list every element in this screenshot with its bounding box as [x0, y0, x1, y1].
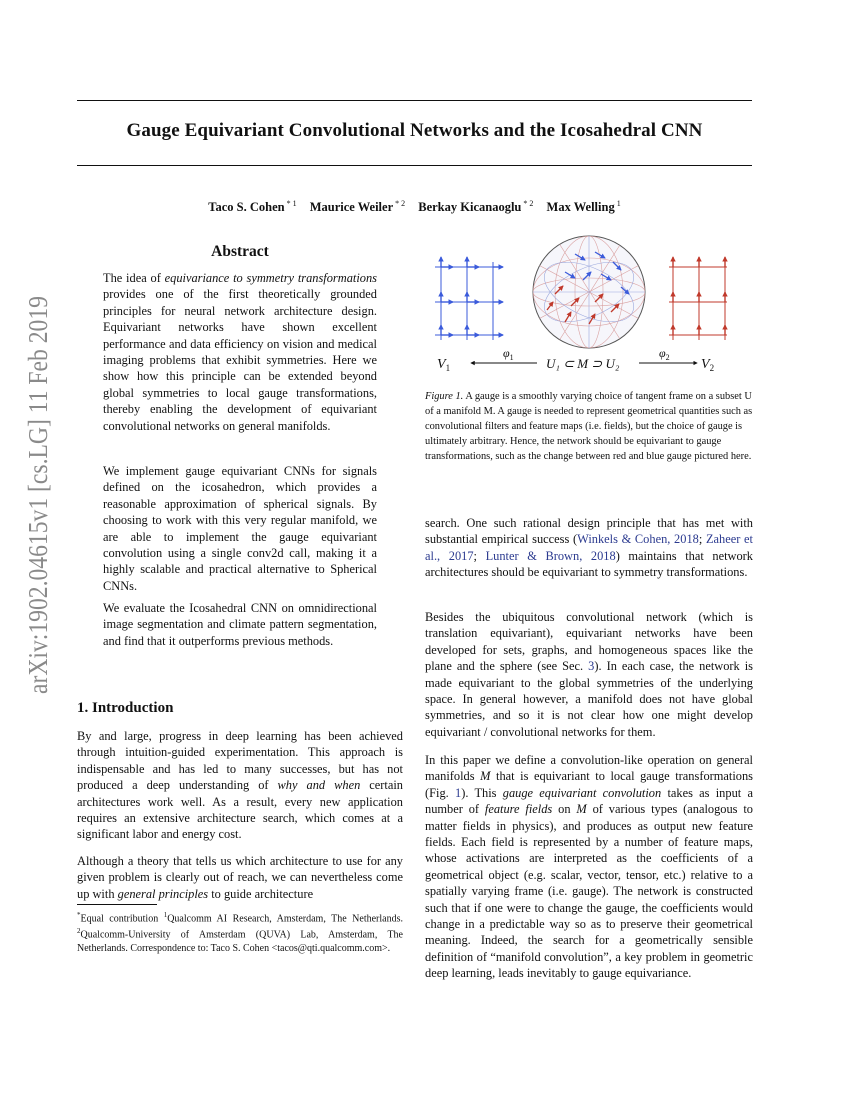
body-paragraph: Besides the ubiquitous convolutional network (which is translation equivariant), equivariant networks have been developed for sets, graphs, and homogeneous spaces like the plane and the sphere (see Sec. 3). In each case, the network is made equivariant to the global symmetries of the underlying space. In general however, a manifold does not have global symmetries, and so it is not clear how one might develop equivariant / convolutional networks for them. — [425, 610, 754, 739]
abstract-paragraph: We evaluate the Icosahedral CNN on omnidirectional image segmentation and climate pattern segmentation, and find that it outperforms previous methods. — [103, 601, 377, 648]
arxiv-identifier-text: arXiv:1902.04615v1 [cs.LG] 11 Feb 2019 — [23, 239, 53, 694]
title-rule-bottom — [77, 165, 752, 166]
author: Maurice Weiler $^{* 2}$ — [309, 199, 406, 215]
blue-frame-grid — [435, 257, 503, 340]
label-phi1: $\varphi_1$ — [503, 346, 514, 362]
sphere-manifold — [533, 236, 645, 348]
author: Taco S. Cohen $^{* 1}$ — [208, 199, 297, 215]
figure-caption: Figure 1. A gauge is a smoothly varying choice of tangent frame on a subset U of a manifold M. A gauge is needed to represent geometrical quantities such as convolutional filters and feature maps (i.e. fields), but the choice of gauge is ultimately arbitrary. Hence, the network should be equivariant to gauge transformations, such as the change between red and blue gauge pictured here. — [425, 391, 753, 462]
red-frame-grid — [669, 257, 727, 340]
author: Berkay Kicanaoglu $^{* 2}$ — [418, 199, 534, 215]
abstract-paragraph: We implement gauge equivariant CNNs for signals defined on the icosahedron, which provides a reasonable approximation of spherical signals. By choosing to work with this very regular manifold, we are able to implement the gauge equivariant convolution using a single conv2d call, making it a highly scalable and practical alternative to Spherical CNNs. — [103, 464, 377, 593]
section-heading: 1. Introduction — [77, 700, 174, 716]
label-v1: $V_1$ — [437, 357, 451, 373]
body-paragraph: In this paper we define a convolution-like operation on general manifolds M that is equivariant to local gauge transformations (Fig. 1). This gauge equivariant convolution takes as input a number of feature fields on M of various types (analogous to matter fields in physics), and produces as output new feature fields. Each field is represented by a number of feature maps, whose activations are interpreted as the coefficients of a geometrical object (e.g. scalar, vector, tensor, etc.) relative to a spatially varying frame (i.e. gauge). The network is constructed such that if one were to change the gauge, the coefficients would change in a predictable way so as to preserve their geometrical meaning. Indeed, the search for a geometrically sensible definition of “manifold convolution”, a key problem in geometric deep learning, leads inevitably to gauge equivariance. — [425, 753, 753, 981]
paper-title: Gauge Equivariant Convolutional Networks and the Icosahedral CNN — [126, 120, 703, 141]
citation-link[interactable]: Lunter & Brown, 2018 — [485, 548, 616, 563]
body-paragraph: search. One such rational design principle that has met with substantial empirical success (Winkels & Cohen, 2018; Zaheer et al., 2017; Lunter & Brown, 2018) maintains that network architectures should be equivariant to symmetry transformations. — [425, 516, 753, 580]
label-center: U₁ ⊂ M ⊃ U₂ — [546, 356, 620, 371]
title-rule-top — [77, 100, 752, 101]
body-paragraph: Although a theory that tells us which architecture to use for any given problem is clearly out of reach, we can nevertheless come up with general principles to guide architecture — [77, 854, 403, 901]
label-v2: $V_2$ — [701, 357, 715, 373]
section-reference-link[interactable]: 3 — [588, 659, 595, 674]
citation-link[interactable]: Winkels & Cohen, 2018 — [577, 532, 699, 547]
label-phi2: $\varphi_2$ — [659, 346, 670, 362]
mapping-row — [437, 346, 714, 373]
author-list — [77, 195, 752, 216]
figure-gauge-diagram — [425, 232, 753, 382]
figure-svg — [425, 232, 753, 382]
abstract-paragraph: The idea of equivariance to symmetry transformations provides one of the first theoretically grounded principles for neural network architecture design. Equivariant networks have shown excellent performance and data efficiency on vision and medical imaging problems that exhibit symmetries. Here we show how this principle can be extended beyond global symmetries to local gauge transformations, thereby enabling the development of equivariant convolutional networks on general manifolds. — [103, 271, 377, 433]
figure-reference-link[interactable]: 1 — [455, 785, 462, 800]
citation-link[interactable]: Zaheer et al., 2017 — [425, 532, 753, 563]
abstract-heading: Abstract — [211, 243, 269, 260]
arxiv-identifier — [14, 239, 54, 696]
author: Max Welling $^1$ — [546, 199, 621, 215]
body-paragraph: By and large, progress in deep learning has been achieved through intuition-guided experimentation. This approach is indispensable and has led to many successes, but has not produced a deep understanding of why and when certain architectures work well. As a result, every new application requires an extensive architecture search, which comes at a significant labor and energy cost. — [77, 729, 403, 842]
footnote-rule — [77, 904, 157, 905]
footnote: *Equal contribution $^1$Qualcomm AI Research, Amsterdam, The Netherlands. $^2$Qualcomm-University of Amsterdam (QUVA) Lab, Amsterdam, The Netherlands. Correspondence to: Taco S. Cohen <tacos@qti.qualcomm.com>. — [77, 911, 403, 954]
